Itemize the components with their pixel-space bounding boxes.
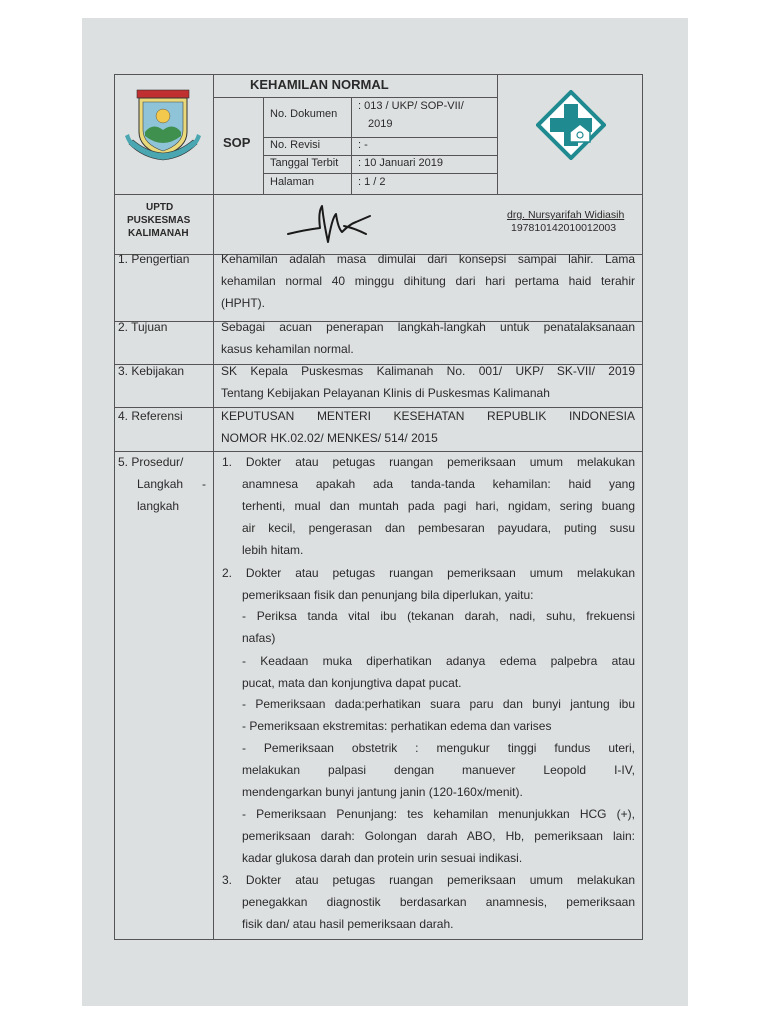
label-prosedur-2: Langkah <box>137 477 184 491</box>
prosedur-line-19: kadar glukosa darah dan protein urin sesuai indikasi. <box>242 851 523 865</box>
label-tanggal-terbit: Tanggal Terbit <box>270 157 339 169</box>
unit-line-1: UPTD <box>146 202 174 213</box>
prosedur-line-7: pemeriksaan fisik dan penunjang bila diperlukan, yaitu: <box>242 588 534 602</box>
value-tanggal-terbit: : 10 Januari 2019 <box>358 157 444 169</box>
prosedur-line-11: pucat, mata dan konjungtiva dapat pucat. <box>242 676 462 690</box>
prosedur-line-20: 3. Dokter atau petugas ruangan pemeriksaan umum melakukan <box>222 873 635 887</box>
pengertian-line-2: kehamilan normal 40 minggu dihitung dari hari pertama haid terahir <box>221 274 635 288</box>
signer-name: drg. Nursyarifah Widiasih <box>507 209 625 221</box>
prosedur-line-5: lebih hitam. <box>242 543 304 557</box>
pengertian-line-1: Kehamilan adalah masa dimulai dari konsepsi sampai lahir. Lama <box>221 252 635 266</box>
kebijakan-line-2: Tentang Kebijakan Pelayanan Klinis di Puskesmas Kalimanah <box>221 386 550 400</box>
referensi-line-1: KEPUTUSAN MENTERI KESEHATAN REPUBLIK INDONESIA <box>221 409 635 423</box>
label-pengertian: 1. Pengertian <box>118 252 190 266</box>
prosedur-line-21: penegakkan diagnostik berdasarkan anamnesis, pemeriksaan <box>242 895 635 909</box>
prosedur-line-15: melakukan palpasi dengan manuever Leopold I-IV, <box>242 763 635 777</box>
referensi-line-2: NOMOR HK.02.02/ MENKES/ 514/ 2015 <box>221 431 438 445</box>
value-halaman: : 1 / 2 <box>358 176 386 188</box>
value-no-revisi: : - <box>358 139 368 151</box>
prosedur-line-9: nafas) <box>242 631 276 645</box>
prosedur-line-14: - Pemeriksaan obstetrik : mengukur tinggi fundus uteri, <box>242 741 635 755</box>
tujuan-line-2: kasus kehamilan normal. <box>221 342 354 356</box>
sop-label: SOP <box>223 135 251 150</box>
prosedur-line-8: - Periksa tanda vital ibu (tekanan darah, nadi, suhu, frekuensi <box>242 609 635 623</box>
prosedur-line-10: - Keadaan muka diperhatikan adanya edema palpebra atau <box>242 654 635 668</box>
prosedur-line-4: air kecil, pengerasan dan pembesaran payudara, puting susu <box>242 521 635 535</box>
unit-line-3: KALIMANAH <box>128 228 189 239</box>
prosedur-line-2: anamnesa apakah ada tanda-tanda kehamilan: haid yang <box>242 477 635 491</box>
tujuan-line-1: Sebagai acuan penerapan langkah-langkah untuk penatalaksanaan <box>221 320 635 334</box>
pengertian-line-3: (HPHT). <box>221 296 265 310</box>
label-no-dokumen: No. Dokumen <box>270 108 338 120</box>
unit-line-2: PUSKESMAS <box>127 215 191 226</box>
value-no-dokumen: : 013 / UKP/ SOP-VII/ <box>358 100 464 112</box>
prosedur-line-16: mendengarkan bunyi jantung janin (120-160x/menit). <box>242 785 523 799</box>
label-prosedur-3: langkah <box>137 499 180 513</box>
label-kebijakan: 3. Kebijakan <box>118 364 185 378</box>
value-no-dokumen-year: 2019 <box>368 118 393 130</box>
prosedur-line-18: pemeriksaan darah: Golongan darah ABO, Hb, pemeriksaan lain: <box>242 829 635 843</box>
label-halaman: Halaman <box>270 176 315 188</box>
label-prosedur-1: 5. Prosedur/ <box>118 455 184 469</box>
puskesmas-logo <box>536 90 606 160</box>
kebijakan-line-1: SK Kepala Puskesmas Kalimanah No. 001/ UKP/ SK-VII/ 2019 <box>221 364 635 378</box>
prosedur-line-13: - Pemeriksaan ekstremitas: perhatikan edema dan varises <box>242 719 552 733</box>
prosedur-line-22: fisik dan/ atau hasil pemeriksaan darah. <box>242 917 454 931</box>
prosedur-line-1: 1. Dokter atau petugas ruangan pemeriksaan umum melakukan <box>222 455 635 469</box>
document-title: KEHAMILAN NORMAL <box>250 77 389 92</box>
signature <box>284 204 380 246</box>
regency-seal-logo <box>123 86 203 166</box>
prosedur-line-12: - Pemeriksaan dada:perhatikan suara paru dan bunyi jantung ibu <box>242 697 635 711</box>
label-prosedur-dash: - <box>202 477 206 491</box>
signer-nip: 197810142010012003 <box>511 222 617 234</box>
prosedur-line-6: 2. Dokter atau petugas ruangan pemeriksaan umum melakukan <box>222 566 635 580</box>
label-no-revisi: No. Revisi <box>270 139 321 151</box>
label-tujuan: 2. Tujuan <box>118 320 168 334</box>
prosedur-line-17: - Pemeriksaan Penunjang: tes kehamilan menunjukkan HCG (+), <box>242 807 635 821</box>
prosedur-line-3: terhenti, mual dan muntah pada pagi hari, ngidam, sering buang <box>242 499 635 513</box>
label-referensi: 4. Referensi <box>118 409 183 423</box>
